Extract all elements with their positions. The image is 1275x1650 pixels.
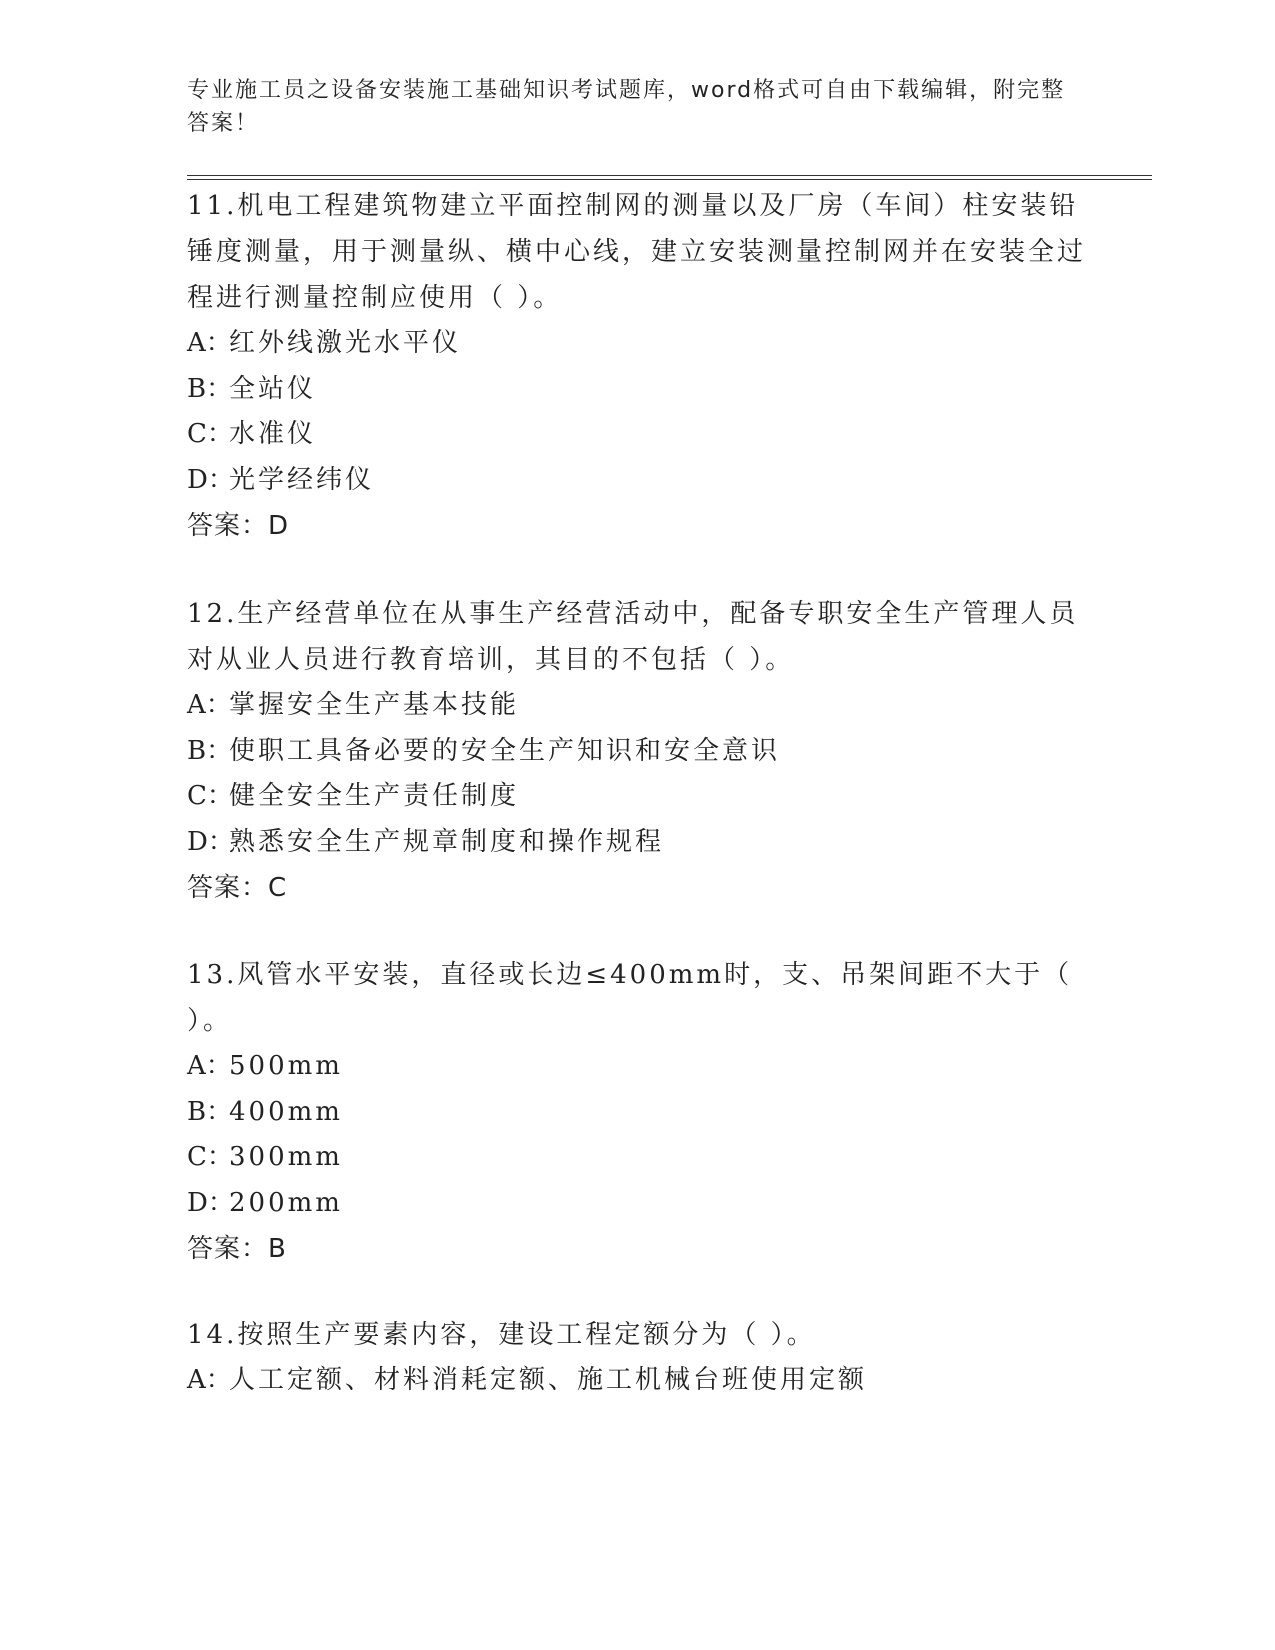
option-key: A：	[187, 1051, 232, 1081]
option-text: 光学经纬仪	[229, 464, 375, 495]
header-divider	[187, 175, 1152, 180]
answer: 答案：B	[187, 1234, 287, 1264]
option-key: C：	[187, 419, 233, 449]
question-11	[187, 183, 1087, 549]
question-12	[187, 591, 1087, 911]
option-a	[187, 1358, 1087, 1404]
option-a	[187, 321, 1087, 367]
option-text: 红外线激光水平仪	[229, 328, 462, 358]
answer: 答案：D	[187, 511, 290, 541]
option-d	[187, 458, 1087, 504]
option-key: B：	[187, 373, 233, 404]
option-text: 人工定额、材料消耗定额、施工机械台班使用定额	[229, 1365, 868, 1395]
option-a	[187, 683, 1087, 729]
option-text: 500mm	[229, 1051, 343, 1081]
option-text: 400mm	[229, 1096, 343, 1127]
option-c	[187, 412, 1087, 458]
question-stem: 12.生产经营单位在从事生产经营活动中，配备专职安全生产管理人员对从业人员进行教育培训，其目的不包括（ ）。	[187, 599, 1079, 675]
option-key: A：	[187, 690, 232, 720]
question-stem: 13.风管水平安装，直径或长边≤400mm时，支、吊架间距不大于（ ）。	[187, 960, 1073, 1036]
option-d	[187, 1181, 1087, 1227]
option-key: D：	[187, 464, 234, 495]
option-key: B：	[187, 1096, 233, 1127]
option-b	[187, 1090, 1087, 1136]
option-text: 300mm	[229, 1142, 343, 1172]
option-key: D：	[187, 826, 234, 857]
option-c	[187, 1135, 1087, 1181]
question-stem: 14.按照生产要素内容，建设工程定额分为（ ）。	[187, 1320, 816, 1350]
option-key: A：	[187, 1365, 232, 1395]
answer: 答案：C	[187, 873, 288, 903]
option-text: 熟悉安全生产规章制度和操作规程	[229, 826, 665, 857]
option-b	[187, 367, 1087, 413]
option-text: 掌握安全生产基本技能	[229, 690, 520, 720]
question-14	[187, 1312, 1087, 1404]
question-stem: 11.机电工程建筑物建立平面控制网的测量以及厂房（车间）柱安装铅锤度测量，用于测量纵、横中心线，建立安装测量控制网并在安装全过程进行测量控制应使用（ ）。	[187, 191, 1087, 313]
option-text: 健全安全生产责任制度	[229, 781, 520, 811]
option-c	[187, 774, 1087, 820]
question-13	[187, 952, 1087, 1272]
option-key: B：	[187, 735, 233, 766]
document-header: 专业施工员之设备安装施工基础知识考试题库，word格式可自由下载编辑，附完整答案！	[187, 78, 1066, 136]
option-a	[187, 1044, 1087, 1090]
option-key: C：	[187, 781, 233, 811]
option-text: 使职工具备必要的安全生产知识和安全意识	[229, 735, 781, 766]
option-key: C：	[187, 1142, 233, 1172]
option-d	[187, 820, 1087, 866]
option-text: 全站仪	[229, 373, 317, 404]
option-text: 水准仪	[229, 419, 317, 449]
option-key: A：	[187, 328, 232, 358]
option-key: D：	[187, 1187, 234, 1218]
option-text: 200mm	[229, 1187, 343, 1218]
option-b	[187, 729, 1087, 775]
